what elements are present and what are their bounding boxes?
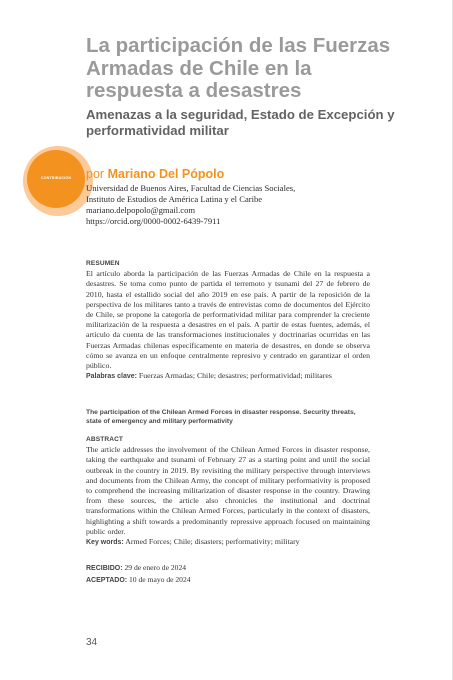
author-prefix: por	[86, 167, 105, 181]
author-line	[86, 167, 224, 181]
page-number: 34	[86, 637, 98, 648]
badge-label: CONTRIBUCIÓN	[40, 176, 72, 180]
english-title: The participation of the Chilean Armed Forces in disaster response. Security threats, state of emergency and military performativity	[86, 409, 356, 425]
keywords-values: Fuerzas Armadas; Chile; desastres; performatividad; militares	[136, 371, 332, 381]
affiliation-line: Instituto de Estudios de América Latina y el Caribe	[86, 194, 263, 204]
received-date	[86, 563, 370, 575]
resumen-keywords	[86, 371, 370, 382]
resumen-text: El artículo aborda la participación de las Fuerzas Armadas de Chile en la respuesta a desastres. Se toma como punto de partida el terremoto y tsunami del 27 de febrero de 2010, hasta el estallido social del año 2019 en ese país. A partir de la reposición de la perspectiva de los militares tanto a través de entrevistas como de documentos del Ejército de Chile, se propone la categoría de performatividad militar para comprender la creciente militarización de la respuesta a desastres en el país. A partir de estas fuentes, además, el artículo da cuenta de las transformaciones institucionales y doctrinarias ocurridas en las Fuerzas Armadas chilenas específicamente en materia de desastres, en donde se observa cómo se avanza en un enfoque centralmente represivo y centrado en garantizar el orden público.	[86, 269, 370, 371]
article-subtitle: Amenazas a la seguridad, Estado de Excepción y performatividad militar	[86, 107, 395, 138]
keywords-label: Palabras clave:	[86, 373, 137, 381]
article-title: La participación de las Fuerzas Armadas de Chile en la respuesta a desastres	[86, 34, 391, 102]
publication-dates	[86, 563, 370, 586]
accepted-date	[86, 575, 370, 587]
received-value: 29 de enero de 2024	[122, 563, 187, 572]
abstract-text: The article addresses the involvement of the Chilean Armed Forces in disaster response, taking the earthquake and tsunami of February 27 as a starting point and until the social outbreak in the country in 2019. By revisiting the military perspective through interviews and documents from the Chilean Army, the concept of military performativity is proposed to comprehend the increasing militarization of disaster response in the country. Drawing from these sources, the article also chronicles the institutional and doctrinal transformations within the Chilean Armed Forces, particularly in the context of disasters, highlighting a shift towards a predominantly repressive approach focused on maintaining public order.	[86, 445, 370, 536]
author-name: Mariano Del Pópolo	[107, 167, 225, 181]
affiliation-line: Universidad de Buenos Aires, Facultad de Ciencias Sociales,	[86, 183, 296, 193]
resumen-section	[86, 259, 370, 382]
author-orcid[interactable]: https://orcid.org/0000-0002-6439-7911	[86, 216, 221, 226]
author-email[interactable]: mariano.delpopolo@gmail.com	[86, 205, 196, 215]
keywords-label: Key words:	[86, 539, 124, 547]
received-label: RECIBIDO:	[86, 565, 123, 572]
keywords-values: Armed Forces; Chile; disasters; performativity; military	[123, 537, 300, 547]
accepted-label: ACEPTADO:	[86, 576, 128, 584]
accepted-value: 10 de mayo de 2024	[127, 574, 191, 584]
abstract-label: ABSTRACT	[86, 436, 124, 443]
abstract-keywords	[86, 537, 370, 548]
resumen-label: RESUMEN	[86, 260, 120, 267]
abstract-section	[86, 435, 370, 548]
author-affiliation	[86, 183, 386, 227]
